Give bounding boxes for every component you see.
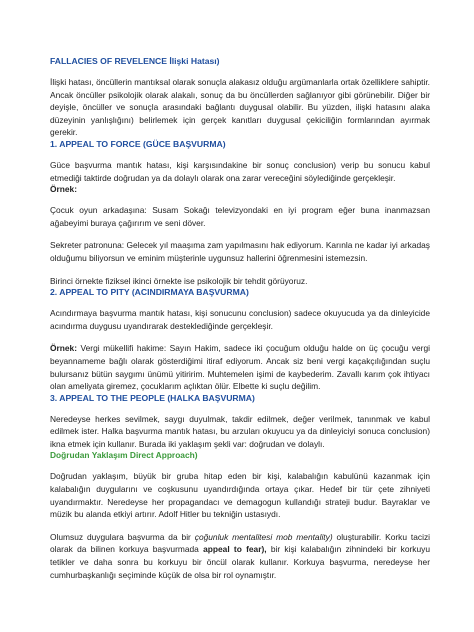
section-3-body: Neredeyse herkes sevilmek, saygı duyulmak, takdir edilmek, değer verilmek, tanınmak ve kabul edilmek ister. Halka başvurma mantık hatası, bu arzuları okuyucu ya da dinleyiciyi sonuca conclusion) ikna etmek için kullanır. Burada iki yaklaşım şekli var: doğrudan ve dolaylı.: [50, 413, 430, 449]
example-1-paragraph: Çocuk oyun arkadaşına: Susam Sokağı televizyondaki en iyi program eğer buna inanmazsan ağabeyimi buraya çağırırım ve seni döver.: [50, 205, 430, 228]
appeal-to-fear-text: appeal to fear),: [203, 544, 267, 555]
section-1-body: Güce başvurma mantık hatası, kişi karşısındakine bir sonuç conclusion) verip bu sonucu kabul etmediği taktirde doğrudan ya da dolaylı olarak ona zarar vereceğini söylediğinde gerçekleşir.: [50, 159, 430, 183]
section-1-heading: 1. APPEAL TO FORCE (GÜCE BAŞVURMA): [50, 138, 226, 149]
mob-mentality-text: çoğunluk mentalitesi mob mentality): [194, 531, 333, 542]
direct-approach-paragraph: Doğrudan yaklaşım, büyük bir gruba hitap eden bir kişi, kalabalığın kabulünü kazanmak için kalabalığın duygularını ve coşkusunu uyandırdığında ortaya çıkar. Hedef bir tür çete zihniyeti uyandırmaktır. Neredeyse her propagandacı ve demagogun kullandığı strateji budur. Bayraklar ve müzik bu alanda etkiyi artırır. Adolf Hitler bu tekniğin ustasıydı.: [50, 471, 430, 520]
section-2-example: [50, 342, 430, 392]
example-2-paragraph: Sekreter patronuna: Gelecek yıl maaşıma zam yapılmasını hak ediyorum. Karınla ne kadar iyi arkadaş olduğumu biliyorsun ve eminim müşterinle uygunsuz hallerini öğrenmesini istemezsin.: [50, 240, 430, 263]
section-3-heading: 3. APPEAL TO THE PEOPLE (HALKA BAŞVURMA): [50, 392, 255, 403]
intro-paragraph: İlişki hatası, öncüllerin mantıksal olarak sonuçla alakasız olduğu argümanlarla ortak özelliklere sahiptir. Ancak öncüller psikolojik olarak alakalı, sonuç da bu öncüllerden sağlanıyor gibi görünebilir. Diğer bir deyişle, öncüller ve sonuçla arasındaki bağlantı duygusal olabilir. Bu yüzden, ilişki hatasını alaka düzeyinin yanlışlığını) belirlemek için gerçek kanıtları duygusal çekiciliğin formlarından ayırmak gerekir.: [50, 77, 430, 138]
fear-text-b: oluşturabilir. Korku tacizi olarak da bilinen korkuya başvurmada: [50, 531, 430, 555]
direct-approach-subheading: Doğrudan Yaklaşım Direct Approach): [50, 450, 198, 461]
example-label: Örnek:: [50, 184, 77, 195]
fear-text-c: bir kişi kalabalığın zihnindeki bir korkuyu tetikler ve daha sonra bu korkuyu bir öncül olarak kullanır. Korkuya başvurma, neredeyse her cumhurbaşkanlığı seçiminde küçük de olsa bir rol oynamıştır.: [50, 544, 430, 580]
section-2-body: Acındırmaya başvurma mantık hatası, kişi sonucunu conclusion) sadece okuyucuda ya da dinleyicide acındırma duygusu uyandırarak desteklediğinde gerçekleşir.: [50, 308, 430, 331]
example-summary-paragraph: Birinci örnekte fiziksel ikinci örnekte ise psikolojik bir tehdit görüyoruz.: [50, 275, 308, 286]
fear-text-a: Olumsuz duygulara başvurma da bir: [50, 531, 195, 542]
section-2-heading: 2. APPEAL TO PITY (ACINDIRMAYA BAŞVURMA): [50, 287, 249, 298]
section-2-example-body: Vergi mükellifi hakime: Sayın Hakim, sadece iki çocuğum olduğu halde on üç çocuğu vergi beyannameme bağlı olarak gösterdiğimi itiraf ediyorum. Ancak siz beni vergi kaçakçılığından suçlu bulursanız bütün saygımı ünümü yitiririm. Muhtemelen işimi de kaybederim. Zavallı karım çok ihtiyacı olan ameliyata giremez, çocuklarım açlıktan ölür. Elbette ki suçlu değilim.: [50, 343, 430, 392]
document-title: FALLACIES OF REVELENCE İlişki Hatası): [50, 56, 220, 66]
fear-appeal-paragraph: [50, 531, 430, 581]
section-2-example-label: Örnek:: [50, 343, 77, 354]
